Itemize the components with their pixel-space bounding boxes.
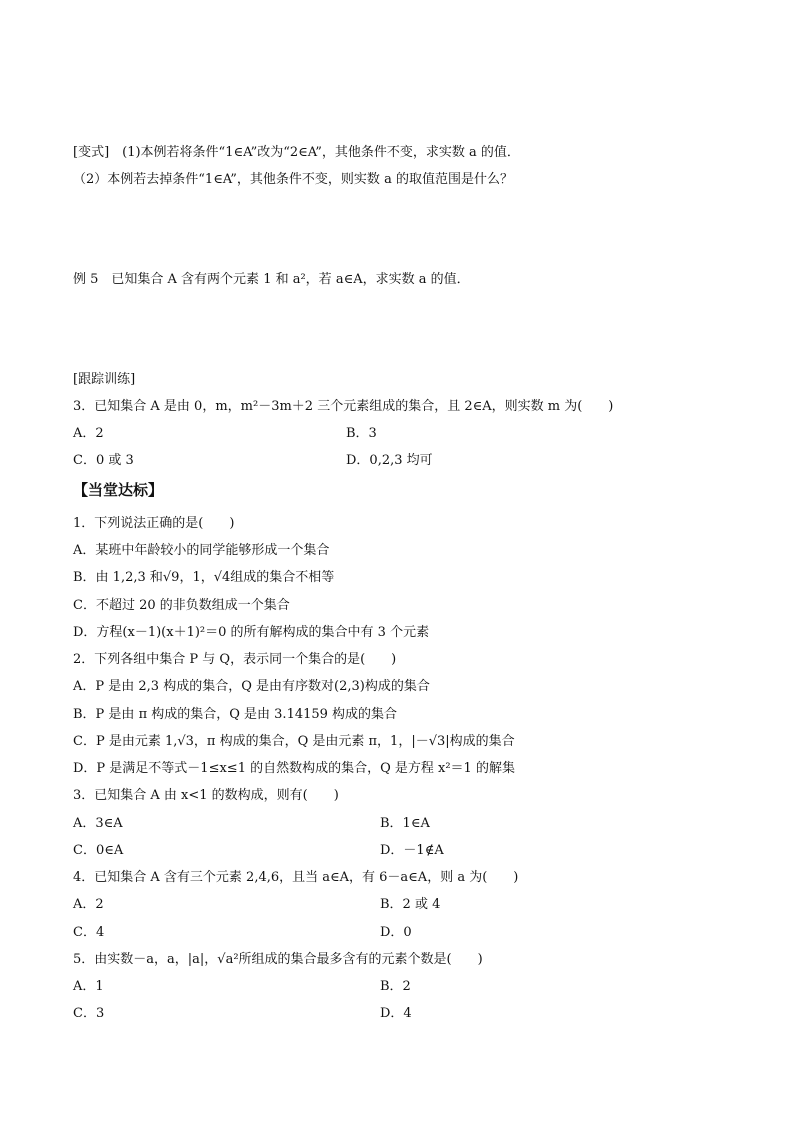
- q2-option-c: C．P 是由元素 1,√3，π 构成的集合，Q 是由元素 π，1，|－√3|构成的集合: [73, 734, 515, 749]
- q4-option-c: C．4: [73, 925, 105, 940]
- variant-line-1: [变式] (1)本例若将条件“1∈A”改为“2∈A”，其他条件不变，求实数 a 的值．: [73, 145, 520, 160]
- variant-line-2: （2）本例若去掉条件“1∈A”，其他条件不变，则实数 a 的取值范围是什么？: [73, 172, 513, 187]
- q2-stem: 2．下列各组中集合 P 与 Q，表示同一个集合的是( ): [73, 652, 397, 667]
- q5-option-a: A．1: [73, 979, 104, 994]
- q3-option-c: C．0∈A: [73, 843, 124, 858]
- q4-option-a: A．2: [73, 897, 104, 912]
- q1-option-c: C．不超过 20 的非负数组成一个集合: [73, 598, 290, 613]
- q2-option-d: D．P 是满足不等式－1≤x≤1 的自然数构成的集合，Q 是方程 x²＝1 的解集: [73, 761, 515, 776]
- q5-option-c: C．3: [73, 1006, 105, 1021]
- q4-option-d: D．0: [380, 925, 412, 940]
- q4-stem: 4．已知集合 A 含有三个元素 2,4,6，且当 a∈A，有 6－a∈A，则 a 为( ): [73, 870, 519, 885]
- q3-stem: 3．已知集合 A 由 x<1 的数构成，则有( ): [73, 788, 339, 803]
- example-5: 例 5 已知集合 A 含有两个元素 1 和 a²，若 a∈A，求实数 a 的值．: [73, 272, 470, 287]
- q5-stem: 5．由实数－a，a，|a|，√a²所组成的集合最多含有的元素个数是( ): [73, 952, 483, 967]
- q5-option-b: B．2: [380, 979, 411, 994]
- q4-option-b: B．2 或 4: [380, 897, 441, 912]
- q1-option-a: A．某班中年龄较小的同学能够形成一个集合: [73, 543, 330, 558]
- q1-option-b: B．由 1,2,3 和√9，1，√4组成的集合不相等: [73, 570, 335, 585]
- q2-option-a: A．P 是由 2,3 构成的集合，Q 是由有序数对(2,3)构成的集合: [73, 679, 430, 694]
- q5-option-d: D．4: [380, 1006, 412, 1021]
- tracking-q3-option-b: B．3: [346, 426, 377, 441]
- tracking-header: [跟踪训练]: [73, 372, 136, 387]
- q1-stem: 1．下列说法正确的是( ): [73, 516, 235, 531]
- tracking-q3-stem: 3．已知集合 A 是由 0，m，m²－3m＋2 三个元素组成的集合，且 2∈A，则实数 m 为( ): [73, 399, 614, 414]
- q2-option-b: B．P 是由 π 构成的集合，Q 是由 3.14159 构成的集合: [73, 707, 398, 722]
- q3-option-d: D．－1∉A: [380, 843, 444, 858]
- tracking-q3-option-a: A．2: [73, 426, 104, 441]
- tracking-q3-option-c: C．0 或 3: [73, 453, 134, 468]
- tracking-q3-option-d: D．0,2,3 均可: [346, 453, 433, 468]
- q1-option-d: D．方程(x－1)(x＋1)²＝0 的所有解构成的集合中有 3 个元素: [73, 625, 430, 640]
- q3-option-a: A．3∈A: [73, 816, 123, 831]
- section-title: 【当堂达标】: [73, 481, 164, 499]
- q3-option-b: B．1∈A: [380, 816, 430, 831]
